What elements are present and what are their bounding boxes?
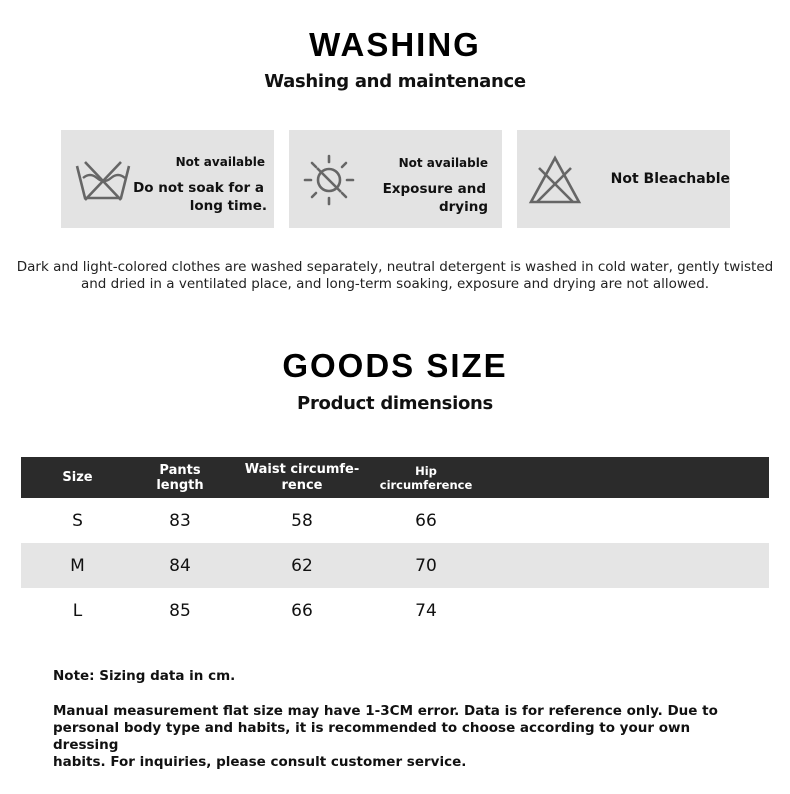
- no-bleach-icon: [527, 154, 583, 206]
- disclaimer-line2: personal body type and habits, it is recommended to choose according to your own dressing: [53, 720, 691, 753]
- disclaimer-line1: Manual measurement flat size may have 1-3CM error. Data is for reference only. Due to: [53, 703, 718, 719]
- washing-description: [0, 259, 790, 293]
- table-row: [21, 543, 769, 588]
- header-waist: [226, 457, 378, 498]
- header-spacer: [474, 457, 769, 498]
- care-card-no-sun: [289, 130, 502, 228]
- cell-size: L: [72, 600, 83, 621]
- header-hip: Hip circumference: [379, 463, 473, 492]
- care-desc-line2: drying: [438, 199, 488, 215]
- cell-size: S: [72, 510, 83, 531]
- washing-subtitle: Washing and maintenance: [264, 71, 526, 92]
- disclaimer-line3: habits. For inquiries, please consult customer service.: [53, 754, 467, 770]
- cell-hip: 74: [415, 600, 437, 621]
- size-note: Note: Sizing data in cm.: [53, 668, 236, 684]
- care-desc-line2: long time.: [189, 198, 267, 214]
- header-waist-line1: Waist circumfe-: [244, 461, 360, 477]
- care-card-no-bleach: [517, 130, 730, 228]
- care-status: Not available: [398, 156, 488, 170]
- measurement-disclaimer: [53, 703, 733, 771]
- no-sun-icon: [301, 152, 357, 208]
- header-pants-length: Pants length: [156, 462, 204, 493]
- size-table: [21, 457, 769, 633]
- cell-pants-length: 83: [169, 510, 191, 531]
- cell-hip: 66: [415, 510, 437, 531]
- header-waist-line2: rence: [281, 477, 323, 493]
- washing-description-line1: Dark and light-colored clothes are washed separately, neutral detergent is washed in cold water, gently twisted: [16, 259, 774, 275]
- care-label: Not Bleachable: [610, 171, 730, 187]
- washing-description-line2: and dried in a ventilated place, and long-term soaking, exposure and drying are not allowed.: [80, 276, 710, 292]
- size-title: GOODS SIZE: [282, 347, 508, 384]
- care-desc-line1: Do not soak for a: [133, 180, 264, 196]
- table-row: [21, 588, 769, 633]
- size-table-header: [21, 457, 769, 498]
- no-soak-icon: [73, 156, 133, 206]
- cell-waist: 66: [291, 600, 313, 621]
- size-subtitle: Product dimensions: [297, 393, 493, 414]
- cell-pants-length: 84: [169, 555, 191, 576]
- care-status: Not available: [175, 155, 265, 169]
- header-size: Size: [62, 470, 93, 485]
- cell-waist: 62: [291, 555, 313, 576]
- table-row: [21, 498, 769, 543]
- cell-pants-length: 85: [169, 600, 191, 621]
- care-card-no-soak: [61, 130, 274, 228]
- washing-title: WASHING: [309, 26, 481, 63]
- cell-waist: 58: [291, 510, 313, 531]
- cell-size: M: [70, 555, 85, 576]
- care-desc-line1: Exposure and: [382, 181, 486, 197]
- cell-hip: 70: [415, 555, 437, 576]
